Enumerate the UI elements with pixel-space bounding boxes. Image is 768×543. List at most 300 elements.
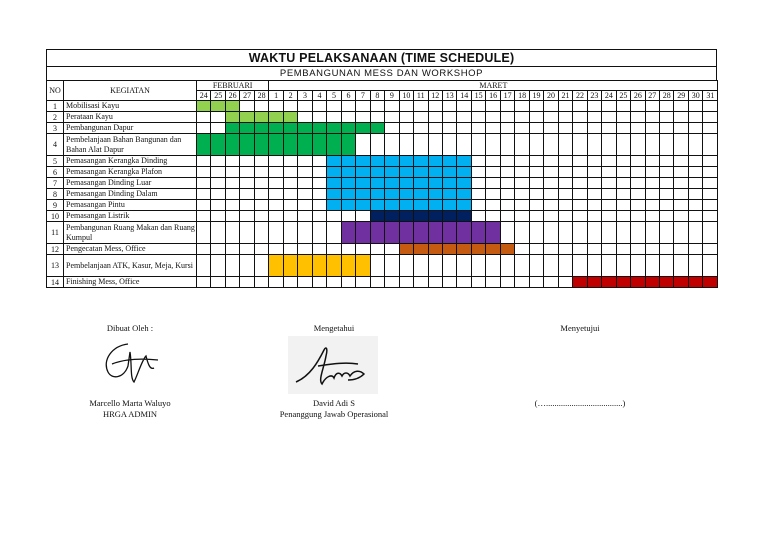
day-cell — [414, 277, 428, 288]
day-cell — [370, 244, 384, 255]
gantt-bar-cell — [341, 156, 355, 167]
gantt-bar-cell — [399, 189, 413, 200]
day-cell — [558, 178, 572, 189]
day-cell — [283, 178, 297, 189]
day-cell — [544, 211, 558, 222]
day-cell — [674, 222, 688, 244]
gantt-bar-cell — [341, 134, 355, 156]
gantt-bar-cell — [225, 101, 239, 112]
day-cell — [558, 189, 572, 200]
day-cell — [500, 156, 514, 167]
gantt-bar-cell — [471, 244, 485, 255]
gantt-bar-cell — [197, 134, 211, 156]
activity-name: Pemasangan Listrik — [64, 211, 197, 222]
day-cell — [688, 112, 702, 123]
day-cell — [602, 156, 616, 167]
gantt-bar-cell — [327, 178, 341, 189]
day-cell — [298, 277, 312, 288]
activity-name: Pembelanjaan Bahan Bangunan dan Bahan Alat Dapur — [64, 134, 197, 156]
day-cell — [269, 277, 283, 288]
day-cell — [688, 101, 702, 112]
day-cell — [225, 200, 239, 211]
day-cell — [631, 123, 645, 134]
gantt-bar-cell — [298, 123, 312, 134]
day-cell — [703, 123, 718, 134]
day-cell — [558, 101, 572, 112]
day-cell — [631, 222, 645, 244]
day-header: 28 — [254, 91, 268, 101]
day-cell — [515, 112, 529, 123]
day-cell — [602, 101, 616, 112]
day-cell — [529, 200, 543, 211]
day-cell — [414, 134, 428, 156]
gantt-bar-cell — [370, 200, 384, 211]
day-cell — [616, 222, 630, 244]
day-cell — [254, 101, 268, 112]
gantt-bar-cell — [399, 156, 413, 167]
day-cell — [631, 211, 645, 222]
day-header: 23 — [587, 91, 601, 101]
day-cell — [573, 167, 587, 178]
day-cell — [457, 101, 471, 112]
day-cell — [703, 211, 718, 222]
day-cell — [298, 101, 312, 112]
gantt-bar-cell — [688, 277, 702, 288]
day-cell — [486, 112, 500, 123]
gantt-bar-cell — [254, 123, 268, 134]
gantt-bar-cell — [356, 123, 370, 134]
gantt-bar-cell — [428, 211, 442, 222]
day-cell — [500, 134, 514, 156]
day-cell — [312, 112, 326, 123]
day-cell — [312, 178, 326, 189]
gantt-bar-cell — [631, 277, 645, 288]
gantt-bar-cell — [385, 200, 399, 211]
month-header-row — [47, 81, 718, 91]
day-cell — [225, 156, 239, 167]
day-cell — [587, 178, 601, 189]
day-cell — [399, 277, 413, 288]
day-cell — [674, 101, 688, 112]
activity-name: Pemasangan Dinding Luar — [64, 178, 197, 189]
day-cell — [471, 178, 485, 189]
day-cell — [602, 200, 616, 211]
day-cell — [414, 101, 428, 112]
day-cell — [385, 255, 399, 277]
gantt-bar-cell — [414, 200, 428, 211]
day-cell — [471, 112, 485, 123]
day-cell — [471, 101, 485, 112]
gantt-bar-cell — [327, 255, 341, 277]
day-cell — [573, 101, 587, 112]
day-cell — [486, 277, 500, 288]
day-cell — [197, 167, 211, 178]
day-cell — [645, 112, 659, 123]
day-cell — [558, 156, 572, 167]
day-cell — [269, 200, 283, 211]
day-cell — [240, 244, 254, 255]
day-cell — [515, 189, 529, 200]
gantt-bar-cell — [428, 244, 442, 255]
day-cell — [341, 277, 355, 288]
day-cell — [500, 101, 514, 112]
day-cell — [544, 112, 558, 123]
day-cell — [688, 178, 702, 189]
day-cell — [312, 211, 326, 222]
gantt-bar-cell — [399, 222, 413, 244]
day-cell — [269, 156, 283, 167]
day-cell — [442, 277, 456, 288]
day-cell — [225, 277, 239, 288]
gantt-bar-cell — [500, 244, 514, 255]
day-cell — [529, 112, 543, 123]
day-cell — [370, 277, 384, 288]
day-header: 9 — [385, 91, 399, 101]
day-cell — [283, 156, 297, 167]
day-cell — [703, 156, 718, 167]
made-by-role: HRGA ADMIN — [102, 409, 158, 419]
day-cell — [529, 277, 543, 288]
day-header: 24 — [602, 91, 616, 101]
day-cell — [602, 244, 616, 255]
gantt-bar-cell — [356, 178, 370, 189]
gantt-bar-cell — [442, 200, 456, 211]
day-cell — [602, 178, 616, 189]
day-header: 3 — [298, 91, 312, 101]
day-cell — [573, 255, 587, 277]
gantt-bar-cell — [240, 123, 254, 134]
gantt-bar-cell — [414, 178, 428, 189]
gantt-bar-cell — [197, 101, 211, 112]
day-cell — [544, 134, 558, 156]
day-cell — [486, 255, 500, 277]
day-cell — [587, 156, 601, 167]
day-cell — [688, 123, 702, 134]
gantt-bar-cell — [457, 178, 471, 189]
gantt-bar-cell — [471, 222, 485, 244]
activity-name: Pembelanjaan ATK, Kasur, Meja, Kursi — [64, 255, 197, 277]
gantt-bar-cell — [457, 211, 471, 222]
day-cell — [631, 101, 645, 112]
day-header: 2 — [283, 91, 297, 101]
day-cell — [471, 211, 485, 222]
day-cell — [660, 200, 674, 211]
gantt-bar-cell — [703, 277, 718, 288]
activity-name: Mobilisasi Kayu — [64, 101, 197, 112]
day-cell — [240, 255, 254, 277]
activity-name: Pembangunan Dapur — [64, 123, 197, 134]
day-cell — [558, 222, 572, 244]
day-cell — [385, 277, 399, 288]
activity-number: 3 — [47, 123, 64, 134]
day-cell — [616, 134, 630, 156]
day-cell — [515, 211, 529, 222]
day-cell — [573, 112, 587, 123]
day-cell — [573, 189, 587, 200]
day-cell — [471, 167, 485, 178]
gantt-bar-cell — [356, 189, 370, 200]
day-cell — [356, 277, 370, 288]
day-cell — [486, 167, 500, 178]
gantt-bar-cell — [414, 244, 428, 255]
gantt-bar-cell — [341, 167, 355, 178]
day-cell — [486, 189, 500, 200]
gantt-bar-cell — [457, 167, 471, 178]
day-cell — [674, 189, 688, 200]
day-cell — [500, 167, 514, 178]
activity-number: 4 — [47, 134, 64, 156]
day-header: 27 — [240, 91, 254, 101]
day-cell — [587, 211, 601, 222]
day-cell — [558, 200, 572, 211]
gantt-bar-cell — [587, 277, 601, 288]
day-cell — [486, 200, 500, 211]
activity-number: 11 — [47, 222, 64, 244]
day-cell — [674, 123, 688, 134]
gantt-bar-cell — [327, 156, 341, 167]
gantt-bar-cell — [428, 178, 442, 189]
activity-number: 5 — [47, 156, 64, 167]
day-cell — [399, 112, 413, 123]
day-cell — [703, 189, 718, 200]
gantt-bar-cell — [254, 112, 268, 123]
gantt-bar-cell — [312, 255, 326, 277]
day-cell — [298, 244, 312, 255]
gantt-bar-cell — [356, 222, 370, 244]
day-cell — [602, 167, 616, 178]
day-cell — [399, 255, 413, 277]
day-header: 7 — [356, 91, 370, 101]
gantt-table — [46, 80, 718, 288]
day-cell — [674, 255, 688, 277]
day-cell — [211, 156, 225, 167]
day-cell — [327, 101, 341, 112]
gantt-bar-cell — [298, 255, 312, 277]
day-cell — [341, 101, 355, 112]
gantt-bar-cell — [457, 200, 471, 211]
day-cell — [211, 123, 225, 134]
day-cell — [327, 222, 341, 244]
day-cell — [486, 123, 500, 134]
day-cell — [660, 244, 674, 255]
gantt-bar-cell — [269, 134, 283, 156]
gantt-bar-cell — [442, 222, 456, 244]
day-header: 6 — [341, 91, 355, 101]
gantt-bar-cell — [399, 178, 413, 189]
day-cell — [211, 112, 225, 123]
day-cell — [674, 244, 688, 255]
day-header: 26 — [631, 91, 645, 101]
day-cell — [645, 101, 659, 112]
signature-marcello — [98, 338, 162, 388]
day-cell — [211, 189, 225, 200]
day-cell — [211, 244, 225, 255]
day-cell — [602, 211, 616, 222]
activity-rows — [47, 101, 718, 288]
gantt-bar-cell — [442, 189, 456, 200]
day-cell — [544, 255, 558, 277]
day-cell — [688, 200, 702, 211]
day-cell — [298, 167, 312, 178]
day-header: 27 — [645, 91, 659, 101]
day-cell — [240, 277, 254, 288]
activity-number: 10 — [47, 211, 64, 222]
day-cell — [660, 123, 674, 134]
day-cell — [442, 101, 456, 112]
day-cell — [616, 112, 630, 123]
activity-row — [47, 255, 718, 277]
day-cell — [225, 255, 239, 277]
day-cell — [370, 134, 384, 156]
day-cell — [631, 156, 645, 167]
day-cell — [356, 101, 370, 112]
day-cell — [515, 101, 529, 112]
day-cell — [298, 178, 312, 189]
gantt-bar-cell — [283, 112, 297, 123]
gantt-bar-cell — [327, 189, 341, 200]
gantt-bar-cell — [327, 167, 341, 178]
day-cell — [197, 123, 211, 134]
activity-row — [47, 123, 718, 134]
day-cell — [515, 222, 529, 244]
gantt-bar-cell — [385, 222, 399, 244]
day-cell — [515, 244, 529, 255]
day-cell — [298, 200, 312, 211]
day-cell — [356, 134, 370, 156]
activity-name: Finishing Mess, Office — [64, 277, 197, 288]
gantt-bar-cell — [356, 167, 370, 178]
activity-number: 13 — [47, 255, 64, 277]
gantt-bar-cell — [602, 277, 616, 288]
day-cell — [616, 178, 630, 189]
day-cell — [674, 134, 688, 156]
day-cell — [515, 200, 529, 211]
day-cell — [471, 277, 485, 288]
day-cell — [558, 244, 572, 255]
month-march-header: MARET — [269, 81, 718, 91]
activity-row — [47, 211, 718, 222]
day-cell — [428, 101, 442, 112]
gantt-bar-cell — [356, 156, 370, 167]
day-cell — [529, 156, 543, 167]
day-cell — [457, 255, 471, 277]
day-cell — [312, 101, 326, 112]
day-cell — [703, 101, 718, 112]
approve-name: (…....................................) — [534, 398, 626, 408]
day-header: 16 — [486, 91, 500, 101]
day-cell — [660, 222, 674, 244]
approve-label: Menyetujui — [560, 323, 600, 333]
gantt-bar-cell — [283, 134, 297, 156]
gantt-bar-cell — [211, 134, 225, 156]
day-cell — [442, 112, 456, 123]
day-cell — [225, 211, 239, 222]
day-cell — [211, 222, 225, 244]
day-cell — [660, 156, 674, 167]
day-cell — [486, 156, 500, 167]
day-cell — [688, 255, 702, 277]
gantt-bar-cell — [457, 189, 471, 200]
day-cell — [500, 189, 514, 200]
day-header: 26 — [225, 91, 239, 101]
day-cell — [703, 222, 718, 244]
day-cell — [197, 211, 211, 222]
day-cell — [616, 189, 630, 200]
gantt-bar-cell — [341, 123, 355, 134]
day-cell — [631, 134, 645, 156]
day-cell — [674, 200, 688, 211]
day-cell — [428, 277, 442, 288]
day-cell — [688, 167, 702, 178]
day-cell — [385, 101, 399, 112]
gantt-bar-cell — [341, 178, 355, 189]
day-cell — [573, 200, 587, 211]
day-cell — [457, 123, 471, 134]
day-cell — [500, 200, 514, 211]
day-cell — [385, 134, 399, 156]
day-cell — [602, 123, 616, 134]
day-cell — [529, 101, 543, 112]
day-cell — [500, 255, 514, 277]
day-cell — [240, 211, 254, 222]
activity-row — [47, 167, 718, 178]
day-cell — [674, 156, 688, 167]
gantt-bar-cell — [211, 101, 225, 112]
day-cell — [442, 134, 456, 156]
day-cell — [312, 200, 326, 211]
day-cell — [544, 189, 558, 200]
day-cell — [515, 156, 529, 167]
day-cell — [269, 244, 283, 255]
day-cell — [211, 211, 225, 222]
day-cell — [515, 134, 529, 156]
day-cell — [298, 112, 312, 123]
gantt-bar-cell — [385, 189, 399, 200]
day-cell — [660, 101, 674, 112]
day-cell — [356, 244, 370, 255]
day-cell — [703, 200, 718, 211]
day-cell — [544, 167, 558, 178]
gantt-bar-cell — [385, 156, 399, 167]
gantt-bar-cell — [225, 123, 239, 134]
day-cell — [341, 211, 355, 222]
activity-number: 12 — [47, 244, 64, 255]
day-cell — [703, 178, 718, 189]
day-cell — [515, 167, 529, 178]
day-header: 15 — [471, 91, 485, 101]
activity-row — [47, 189, 718, 200]
day-cell — [500, 112, 514, 123]
day-cell — [240, 222, 254, 244]
day-header: 5 — [327, 91, 341, 101]
activity-header: KEGIATAN — [64, 81, 197, 101]
day-cell — [703, 167, 718, 178]
day-cell — [298, 189, 312, 200]
day-cell — [602, 222, 616, 244]
activity-row — [47, 134, 718, 156]
day-cell — [399, 134, 413, 156]
day-cell — [616, 167, 630, 178]
gantt-bar-cell — [428, 167, 442, 178]
activity-row — [47, 222, 718, 244]
day-cell — [327, 277, 341, 288]
gantt-bar-cell — [370, 189, 384, 200]
gantt-bar-cell — [385, 211, 399, 222]
gantt-bar-cell — [414, 189, 428, 200]
month-february-header: FEBRUARI — [197, 81, 269, 91]
day-cell — [602, 189, 616, 200]
day-cell — [587, 123, 601, 134]
